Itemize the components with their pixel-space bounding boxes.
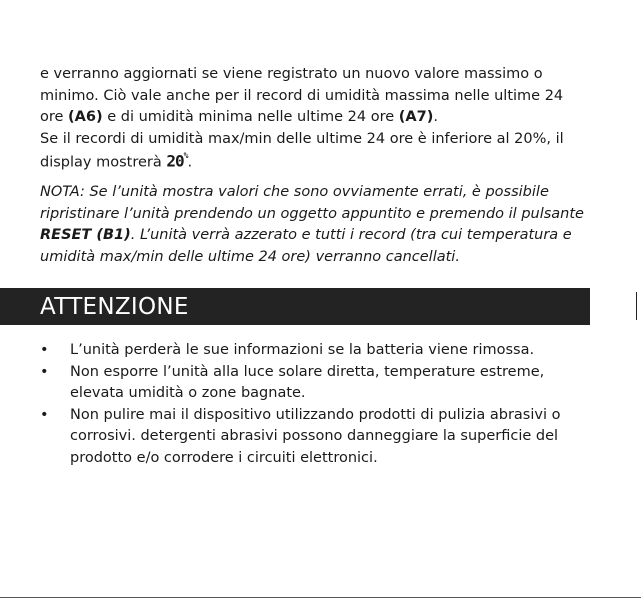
bullet-icon: • bbox=[40, 406, 49, 423]
note-text-b: . L’unità verrà azzerato e tutti i record (tra cui temperatura e umidità max/min delle ultime 24 ore) verranno cancellati. bbox=[40, 227, 572, 265]
list-item-text: Non pulire mai il dispositivo utilizzando prodotti di pulizia abrasivi o corrosivi. detergenti abrasivi possono danneggiare la superficie del prodotto e/o corrodere i circuiti elettronici. bbox=[70, 406, 561, 466]
list-item bbox=[40, 340, 600, 362]
intro-text-e: . bbox=[187, 154, 193, 171]
reset-button-ref: RESET (B1) bbox=[40, 227, 131, 243]
warning-title: ATTENZIONE bbox=[40, 294, 189, 320]
humidity-record-paragraph bbox=[40, 64, 590, 174]
warning-list bbox=[40, 340, 600, 469]
list-item-text: Non esporre l’unità alla luce solare diretta, temperature estreme, elevata umidità o zone bagnate. bbox=[70, 363, 545, 401]
intro-text-b: e di umidità minima nelle ultime 24 ore bbox=[102, 109, 399, 125]
ref-a7: (A7) bbox=[398, 109, 434, 125]
intro-text-d: Se il recordi di umidità max/min delle ultime 24 ore è inferiore al 20%, il display mostrerà bbox=[40, 130, 564, 171]
intro-text-a: e verranno aggiornati se viene registrato un nuovo valore massimo o minimo. Ciò vale anche per il record di umidità massima nelle ultime 24 ore bbox=[40, 66, 564, 125]
warning-banner bbox=[0, 288, 590, 325]
note-paragraph bbox=[40, 182, 590, 268]
lcd-value: 20 bbox=[166, 151, 184, 171]
lcd-unit: % bbox=[183, 151, 188, 160]
note-text-a: NOTA: Se l’unità mostra valori che sono ovviamente errati, è possibile ripristinare l’unità prendendo un oggetto appuntito e premendo il pulsante bbox=[40, 184, 584, 222]
bullet-icon: • bbox=[40, 363, 49, 380]
ref-a6: (A6) bbox=[68, 109, 103, 125]
bullet-icon: • bbox=[40, 342, 49, 358]
edge-mark bbox=[636, 292, 637, 320]
page-bottom-rule bbox=[0, 597, 641, 598]
list-item bbox=[40, 405, 600, 470]
list-item bbox=[40, 362, 600, 405]
intro-text-c: . bbox=[433, 109, 438, 125]
list-item-text: L’unità perderà le sue informazioni se la batteria viene rimossa. bbox=[70, 342, 535, 358]
lcd-low-humidity-icon bbox=[166, 150, 187, 169]
